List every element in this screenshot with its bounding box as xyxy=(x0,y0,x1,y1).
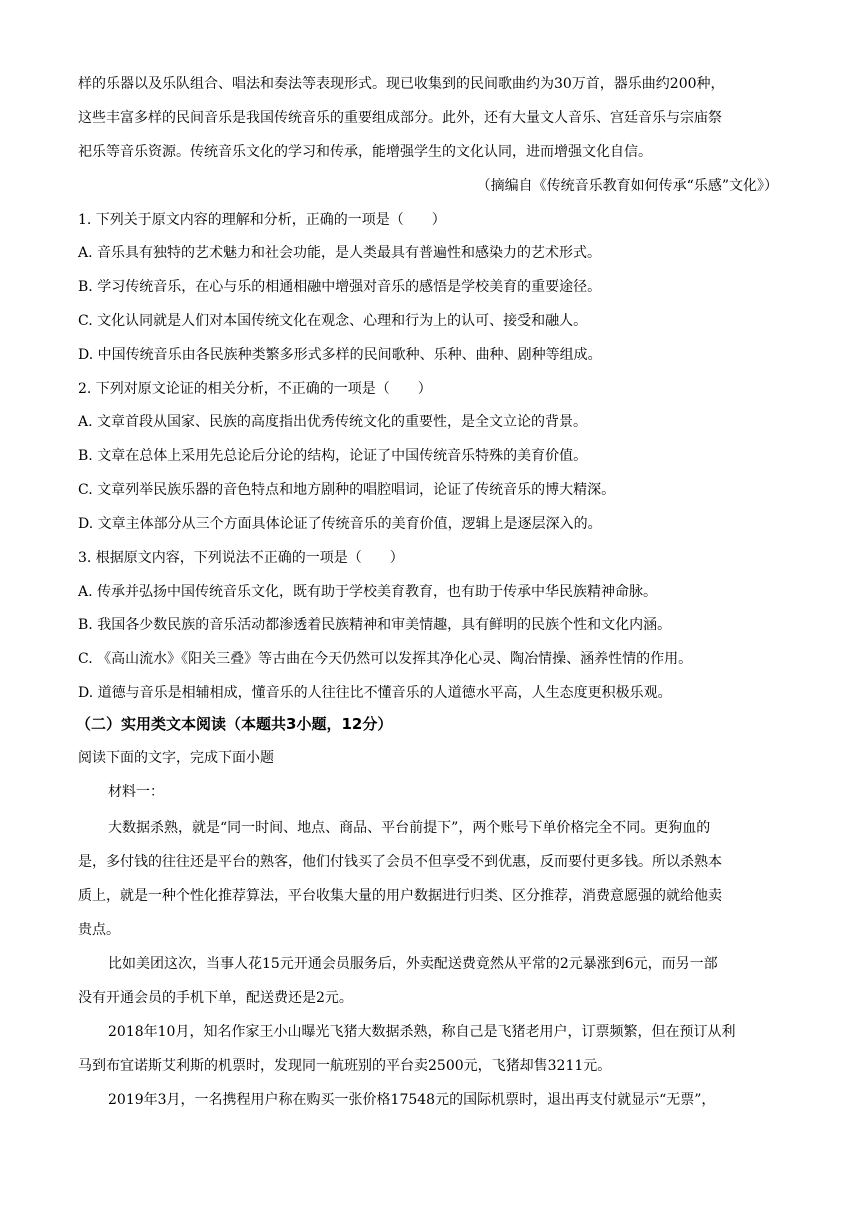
paragraph-line: 是，多付钱的往往还是平台的熟客，他们付钱买了会员不但享受不到优惠，反而要付更多钱。所以杀熟本 xyxy=(78,854,722,870)
paragraph-line: 马到布宜诺斯艾利斯的机票时，发现同一航班别的平台卖2500元，飞猪却售3211元。 xyxy=(78,1058,612,1074)
paragraph-line: 比如美团这次，当事人花15元开通会员服务后，外卖配送费竟然从平常的2元暴涨到6元，而另一部 xyxy=(108,956,718,972)
paragraph-line: 2019年3月，一名携程用户称在购买一张价格17548元的国际机票时，退出再支付就显示“无票”， xyxy=(108,1092,716,1108)
option-a: A. 文章首段从国家、民族的高度指出优秀传统文化的重要性，是全文立论的背景。 xyxy=(78,414,588,430)
option-b: B. 文章在总体上采用先总论后分论的结构，论证了中国传统音乐特殊的美育价值。 xyxy=(78,448,588,464)
source-citation: （摘编自《传统音乐教育如何传承“乐感”文化》） xyxy=(476,178,778,194)
section-heading: （二）实用类文本阅读（本题共3小题，12分） xyxy=(76,715,393,733)
paragraph-line: 2018年10月，知名作家王小山曝光飞猪大数据杀熟，称自己是飞猪老用户，订票频繁，但在预订从利 xyxy=(108,1024,736,1040)
option-d: D. 道德与音乐是相辅相成，懂音乐的人往往比不懂音乐的人道德水平高，人生态度更积极乐观。 xyxy=(78,685,672,701)
question-stem: 2. 下列对原文论证的相关分析，不正确的一项是（ ） xyxy=(78,381,432,397)
paragraph-line: 贵点。 xyxy=(78,922,120,938)
option-c: C. 文章列举民族乐器的音色特点和地方剧种的唱腔唱词，论证了传统音乐的博大精深。 xyxy=(78,482,616,498)
option-d: D. 中国传统音乐由各民族种类繁多形式多样的民间歌种、乐种、曲种、剧种等组成。 xyxy=(78,347,602,363)
paragraph-line: 没有开通会员的手机下单，配送费还是2元。 xyxy=(78,990,353,1006)
option-b: B. 我国各少数民族的音乐活动都渗透着民族精神和审美情趣，具有鲜明的民族个性和文化内涵。 xyxy=(78,617,672,633)
question-stem: 3. 根据原文内容，下列说法不正确的一项是（ ） xyxy=(78,550,404,566)
option-a: A. 音乐具有独特的艺术魅力和社会功能，是人类最具有普遍性和感染力的艺术形式。 xyxy=(78,245,602,261)
passage-line: 这些丰富多样的民间音乐是我国传统音乐的重要组成部分。此外，还有大量文人音乐、宫廷音乐与宗庙祭 xyxy=(78,110,722,126)
option-c: C. 文化认同就是人们对本国传统文化在观念、心理和行为上的认可、接受和融人。 xyxy=(78,313,588,329)
option-a: A. 传承并弘扬中国传统音乐文化，既有助于学校美育教育，也有助于传承中华民族精神命脉。 xyxy=(78,584,658,600)
option-b: B. 学习传统音乐，在心与乐的相通相融中增强对音乐的感悟是学校美育的重要途径。 xyxy=(78,279,602,295)
paragraph-line: 质上，就是一种个性化推荐算法，平台收集大量的用户数据进行归类、区分推荐，消费意愿强的就给他卖 xyxy=(78,888,722,904)
section-instruction: 阅读下面的文字，完成下面小题 xyxy=(78,750,274,766)
question-stem: 1. 下列关于原文内容的理解和分析，正确的一项是（ ） xyxy=(78,212,446,228)
passage-line: 样的乐器以及乐队组合、唱法和奏法等表现形式。现已收集到的民间歌曲约为30万首，器乐曲约200种， xyxy=(78,76,725,92)
passage-line: 祀乐等音乐资源。传统音乐文化的学习和传承，能增强学生的文化认同，进而增强文化自信。 xyxy=(78,144,652,160)
material-label: 材料一： xyxy=(108,784,164,800)
option-c: C. 《高山流水》《阳关三叠》等古曲在今天仍然可以发挥其净化心灵、陶冶情操、涵养性情的作用。 xyxy=(78,651,693,667)
paragraph-line: 大数据杀熟，就是“同一时间、地点、商品、平台前提下”，两个账号下单价格完全不同。更狗血的 xyxy=(108,820,711,836)
option-d: D. 文章主体部分从三个方面具体论证了传统音乐的美育价值，逻辑上是逐层深入的。 xyxy=(78,516,602,532)
